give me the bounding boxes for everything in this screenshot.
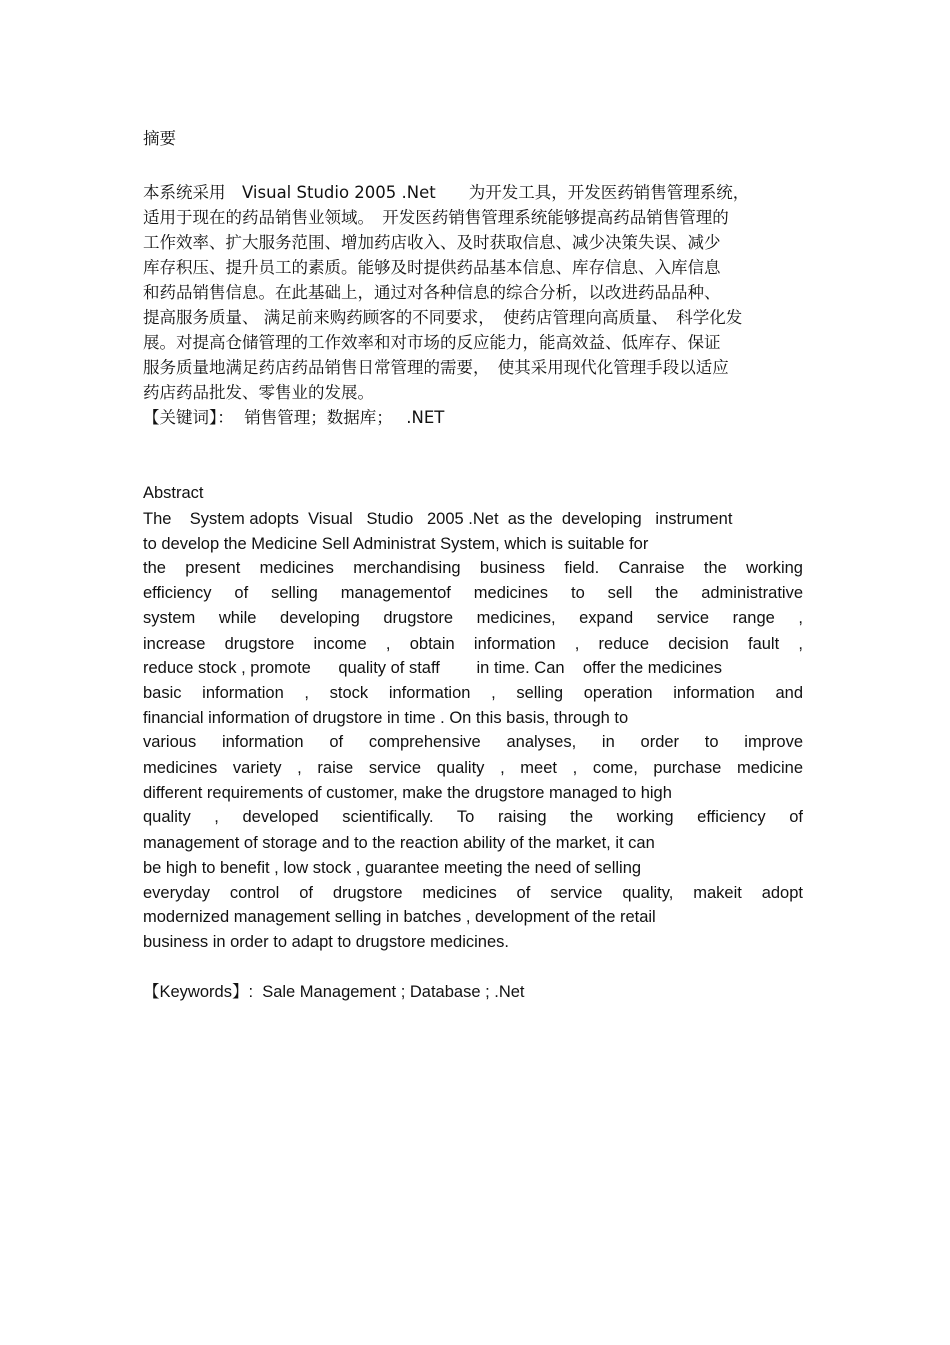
abstract-cn-heading: 摘要 (143, 129, 176, 148)
abstract-en-heading: Abstract (143, 484, 204, 502)
abstract-cn-line: 展。对提高仓储管理的工作效率和对市场的反应能力，能高效益、低库存、保证 (143, 333, 721, 352)
abstract-cn-line: 和药品销售信息。在此基础上，通过对各种信息的综合分析，以改进药品品种、 (143, 283, 721, 302)
abstract-en-line: be high to benefit , low stock , guarantee meeting the need of selling (143, 859, 642, 877)
abstract-en-line: management of storage and to the reaction ability of the market, it can (143, 834, 655, 852)
abstract-en-line: business in order to adapt to drugstore medicines. (143, 933, 509, 951)
abstract-en-line: the present medicines merchandising business field. Canraise the working (143, 559, 803, 577)
abstract-cn-keywords: 【关键词】： 销售管理；数据库； .NET (143, 408, 445, 427)
abstract-en-line: increase drugstore income , obtain information , reduce decision fault , (143, 635, 803, 653)
abstract-en-line: different requirements of customer, make the drugstore managed to high (143, 784, 672, 802)
abstract-en-line: basic information , stock information , selling operation information and (143, 684, 803, 702)
abstract-en-line: The System adopts Visual Studio 2005 .Net as the developing instrument (143, 510, 733, 528)
abstract-en-keywords: 【Keywords】: Sale Management ; Database ; .Net (143, 983, 525, 1001)
abstract-cn-line: 库存积压、提升员工的素质。能够及时提供药品基本信息、库存信息、入库信息 (143, 258, 721, 277)
abstract-en-line: reduce stock , promote quality of staff in time. Can offer the medicines (143, 659, 722, 677)
abstract-cn-line: 工作效率、扩大服务范围、增加药店收入、及时获取信息、减少决策失误、减少 (143, 233, 721, 252)
abstract-en-line: financial information of drugstore in time . On this basis, through to (143, 709, 629, 727)
abstract-cn-line: 药店药品批发、零售业的发展。 (143, 383, 374, 402)
abstract-en-line: system while developing drugstore medicines, expand service range , (143, 609, 803, 627)
abstract-en-line: medicines variety , raise service quality , meet , come, purchase medicine (143, 759, 803, 777)
abstract-en-line: quality , developed scientifically. To raising the working efficiency of (143, 808, 803, 826)
abstract-cn-line: 本系统采用 Visual Studio 2005 .Net 为开发工具，开发医药销售管理系统， (143, 183, 750, 202)
abstract-en-line: efficiency of selling managementof medicines to sell the administrative (143, 584, 803, 602)
abstract-en-line: to develop the Medicine Sell Administrat System, which is suitable for (143, 535, 649, 553)
abstract-en-line: modernized management selling in batches , development of the retail (143, 908, 656, 926)
abstract-cn-line: 提高服务质量、 满足前来购药顾客的不同要求， 使药店管理向高质量、 科学化发 (143, 308, 743, 327)
abstract-cn-line: 适用于现在的药品销售业领域。 开发医药销售管理系统能够提高药品销售管理的 (143, 208, 729, 227)
abstract-en-line: various information of comprehensive analyses, in order to improve (143, 733, 803, 751)
abstract-cn-line: 服务质量地满足药店药品销售日常管理的需要， 使其采用现代化管理手段以适应 (143, 358, 729, 377)
abstract-en-line: everyday control of drugstore medicines of service quality, makeit adopt (143, 884, 803, 902)
